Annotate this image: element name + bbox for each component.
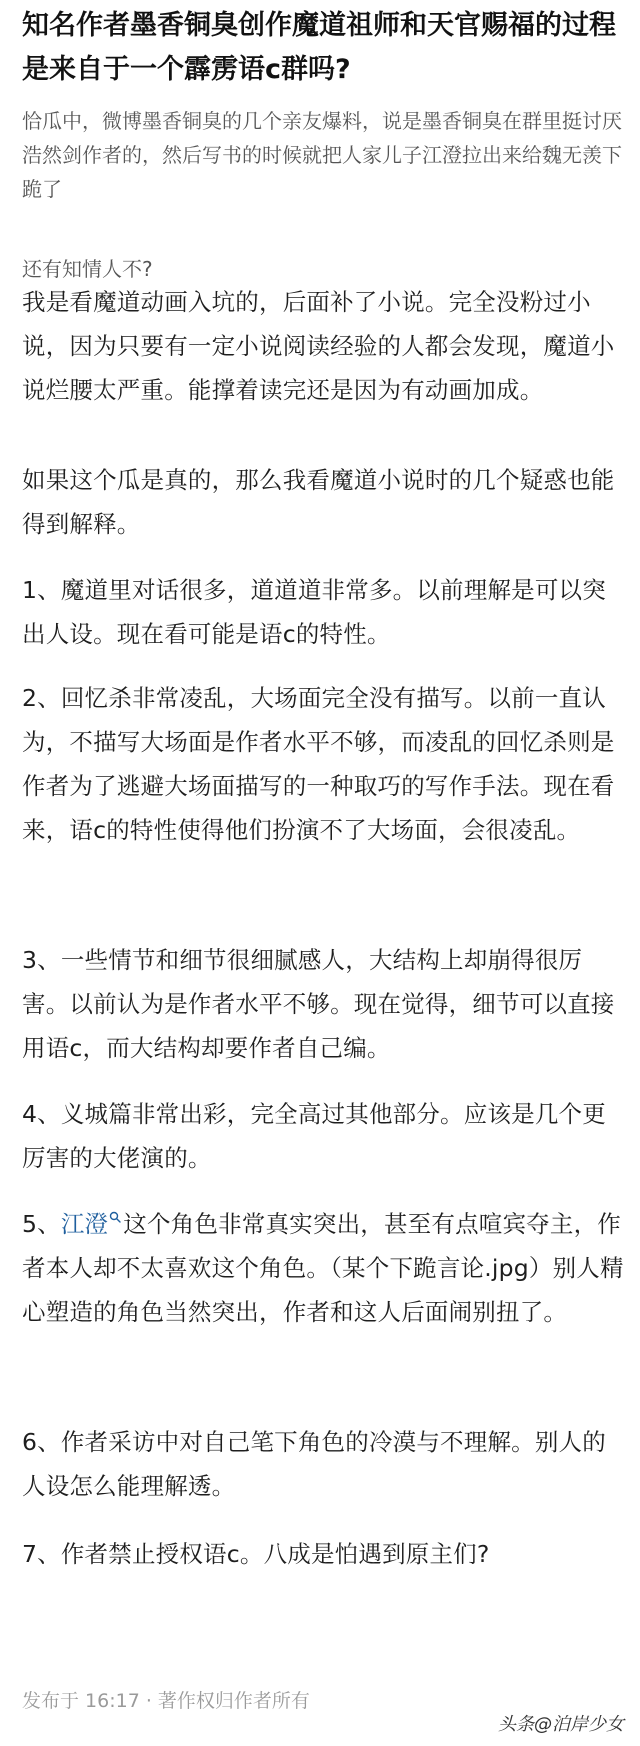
paragraph-7-prefix: 5、 bbox=[22, 1210, 61, 1238]
answer-paragraph-2: 如果这个瓜是真的，那么我看魔道小说时的几个疑惑也能得到解释。 bbox=[22, 466, 615, 538]
publish-info: 发布于 16:17 · 著作权归作者所有 bbox=[22, 1690, 310, 1712]
watermark: 头条@泊岸少女 bbox=[498, 1714, 624, 1735]
paragraph-7-rest: 这个角色非常真实突出，甚至有点喧宾夺主，作者本人却不太喜欢这个角色。（某个下跪言论.jpg）别人精心塑造的角色当然突出，作者和这人后面闹别扭了。 bbox=[22, 1210, 624, 1326]
answer-paragraph-1: 我是看魔道动画入坑的，后面补了小说。完全没粉过小说，因为只要有一定小说阅读经验的人都会发现，魔道小说烂腰太严重。能撑着读完还是因为有动画加成。 bbox=[22, 288, 615, 404]
answer-paragraph-6: 4、义城篇非常出彩，完全高过其他部分。应该是几个更厉害的大佬演的。 bbox=[22, 1100, 606, 1172]
answer-paragraph-4: 2、回忆杀非常凌乱，大场面完全没有描写。以前一直认为，不描写大场面是作者水平不够，而凌乱的回忆杀则是作者为了逃避大场面描写的一种取巧的写作手法。现在看来，语c的特性使得他们扮演不了大场面，会很凌乱。 bbox=[22, 684, 615, 844]
question-description: 恰瓜中，微博墨香铜臭的几个亲友爆料，说是墨香铜臭在群里挺讨厌浩然剑作者的，然后写书的时候就把人家儿子江澄拉出来给魏无羡下跪了 bbox=[22, 109, 622, 201]
jiangcheng-search-link[interactable]: 江澄 bbox=[60, 1210, 109, 1238]
answer-paragraph-3: 1、魔道里对话很多，道道道非常多。以前理解是可以突出人设。现在看可能是语c的特性。 bbox=[22, 576, 606, 648]
answer-paragraph-7 bbox=[22, 1202, 626, 1334]
search-icon[interactable] bbox=[109, 1211, 121, 1223]
article-title: 知名作者墨香铜臭创作魔道祖师和天官赐福的过程是来自于一个霹雳语c群吗? bbox=[22, 10, 616, 85]
answer-paragraph-8: 6、作者采访中对自己笔下角色的冷漠与不理解。别人的人设怎么能理解透。 bbox=[22, 1428, 606, 1500]
answer-paragraph-5: 3、一些情节和细节很细腻感人，大结构上却崩得很厉害。以前认为是作者水平不够。现在觉得，细节可以直接用语c，而大结构却要作者自己编。 bbox=[22, 946, 615, 1062]
question-followup: 还有知情人不? bbox=[22, 257, 153, 281]
answer-paragraph-9: 7、作者禁止授权语c。八成是怕遇到原主们? bbox=[22, 1540, 490, 1568]
